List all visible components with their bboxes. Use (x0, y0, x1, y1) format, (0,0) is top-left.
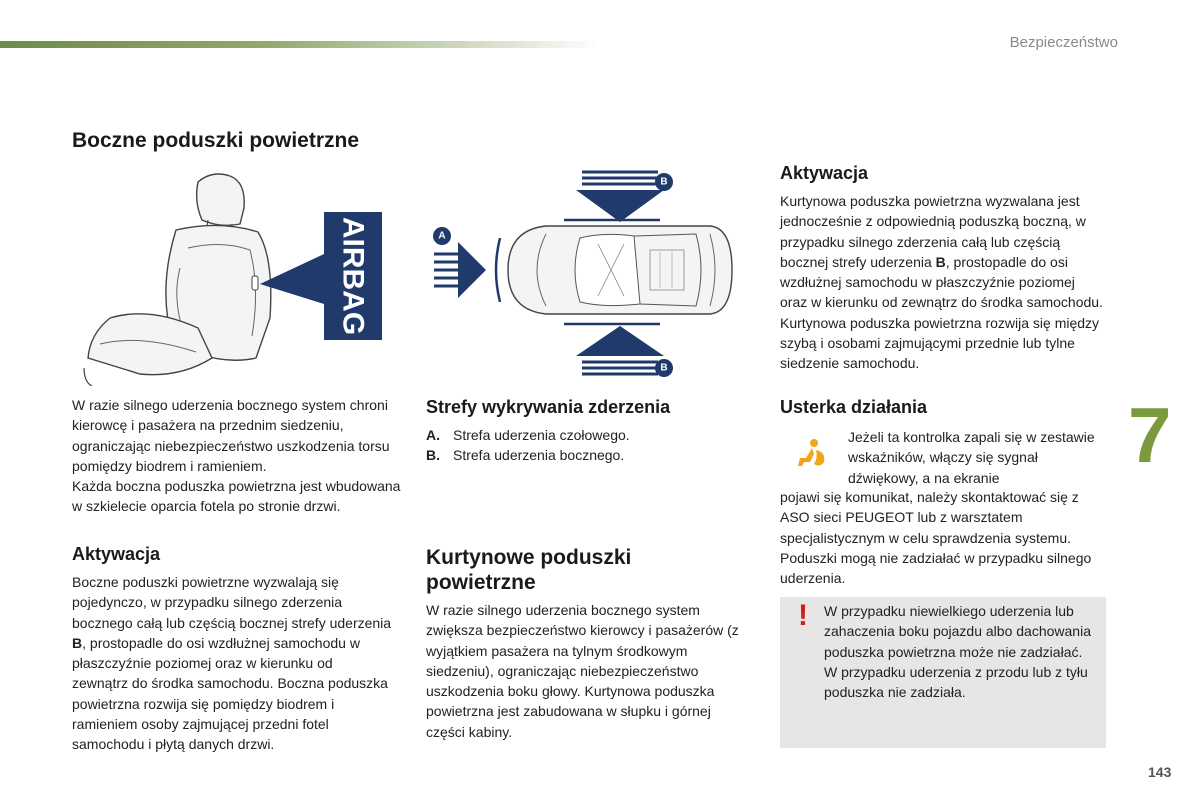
fault-heading: Usterka działania (780, 397, 928, 417)
side-activation-heading: Aktywacja (72, 544, 161, 564)
curtain-heading: Kurtynowe poduszki powietrzne (426, 546, 632, 594)
seat-airbag-illustration (80, 168, 392, 386)
car-top-view (508, 226, 732, 314)
zone-item-a (426, 425, 746, 445)
warning-box (780, 597, 1106, 748)
intro-paragraph: W razie silnego uderzenia bocznego system chroni kierowcę i pasażera na przednim siedzeniu, ograniczając niebezpieczeństwo uszkodzenia torsu pomiędzy biodrem i ramieniem. (72, 397, 390, 474)
curtain-text: W razie silnego uderzenia bocznego system zwiększa bezpieczeństwo kierowcy i pasażerów (z wyjątkiem pasażera na tylnym środkowym siedzeniu), ograniczając niebezpieczeństwo uszkodzenia boku głowy. Kurtynowa poduszka powietrzna jest zabudowana w słupku i górnej części kabiny. (426, 602, 739, 740)
zones-heading: Strefy wykrywania zderzenia (426, 397, 671, 417)
zone-b-reference: B (935, 253, 946, 270)
page-title: Boczne poduszki powietrzne (72, 129, 360, 152)
airbag-location-mark (252, 276, 258, 290)
zone-key: A. (426, 427, 440, 443)
zone-item-b (426, 445, 746, 465)
intro-paragraph-2: Każda boczna poduszka powietrzna jest wbudowana w szkielecie oparcia fotela po stronie drzwi. (72, 478, 401, 515)
side-activation-text-part: , prostopadle do osi wzdłużnej samochodu w płaszczyźnie poziomej oraz w kierunku od zewnątrz do środka samochodu. Boczna poduszka powietrzna rozwija się pomiędzy biodrem i ramieniem osoby zajmującej przedni fotel samochodu i płytą danych drzwi. (72, 634, 388, 753)
curtain-activation-text-part: , prostopadle do osi wzdłużnej samochodu w płaszczyźnie poziomej oraz w kierunku od zewnątrz do środka samochodu. Kurtynowa poduszka powietrzna rozwija się między szybą i osobami zajmującymi przednie lub tylne siedzenie samochodu. (780, 253, 1103, 372)
zone-b-reference: B (72, 634, 83, 651)
curtain-activation-text-part: Kurtynowa poduszka powietrzna wyzwalana jest jednocześnie z odpowiednią poduszką boczną, w przypadku silnego zderzenia całą lub częścią bocznej strefy uderzenia (780, 193, 1086, 270)
chapter-number: 7 (1128, 391, 1172, 479)
fault-text: pojawi się komunikat, należy skontaktować się z ASO sieci PEUGEOT lub z warsztatem specjalistycznym w celu sprawdzenia systemu. Poduszki mogą nie zadziałać w przypadku silnego uderzenia. (780, 489, 1092, 587)
page-number: 143 (1148, 764, 1172, 780)
warning-paragraph: W przypadku niewielkiego uderzenia lub zahaczenia boku pojazdu albo dachowania poduszka powietrzna może nie zadziałać. (824, 603, 1091, 660)
warning-paragraph-2: W przypadku uderzenia z przodu lub z tyłu poduszka nie zadziała. (824, 663, 1088, 701)
side-activation-text-part: Boczne poduszki powietrzne wyzwalają się pojedynczo, w przypadku silnego zderzenia bocznego całą lub częścią bocznej strefy uderzenia (72, 574, 392, 631)
curtain-activation-text (780, 191, 1106, 374)
zone-b-arrow-top (576, 172, 664, 222)
zone-a-arrow (434, 242, 486, 298)
airbag-label: AIRBAG (336, 216, 370, 336)
zone-b-badge-bottom-label: B (660, 362, 668, 374)
impact-zones-diagram (428, 168, 740, 386)
airbag-warning-light-icon (792, 436, 828, 472)
zone-text: Strefa uderzenia bocznego. (453, 447, 625, 463)
intro-text (72, 395, 402, 517)
section-name: Bezpieczeństwo (1009, 34, 1118, 51)
zone-b-badge-top-label: B (660, 176, 668, 188)
zone-a-badge-label: A (438, 230, 446, 242)
zone-b-arrow-bottom (576, 326, 664, 374)
side-activation-text (72, 572, 392, 755)
warning-icon: ! (798, 599, 808, 632)
header-color-bar (0, 41, 600, 48)
warning-text (824, 601, 1100, 702)
zone-text: Strefa uderzenia czołowego. (453, 427, 630, 443)
zone-a-line (496, 238, 500, 302)
curtain-activation-heading: Aktywacja (780, 163, 869, 183)
fault-text-intro: Jeżeli ta kontrolka zapali się w zestawie wskaźników, włączy się sygnał dźwiękowy, a na ekranie (848, 429, 1095, 486)
zones-list (426, 425, 746, 465)
seat-headrest (197, 174, 245, 225)
zone-key: B. (426, 447, 440, 463)
